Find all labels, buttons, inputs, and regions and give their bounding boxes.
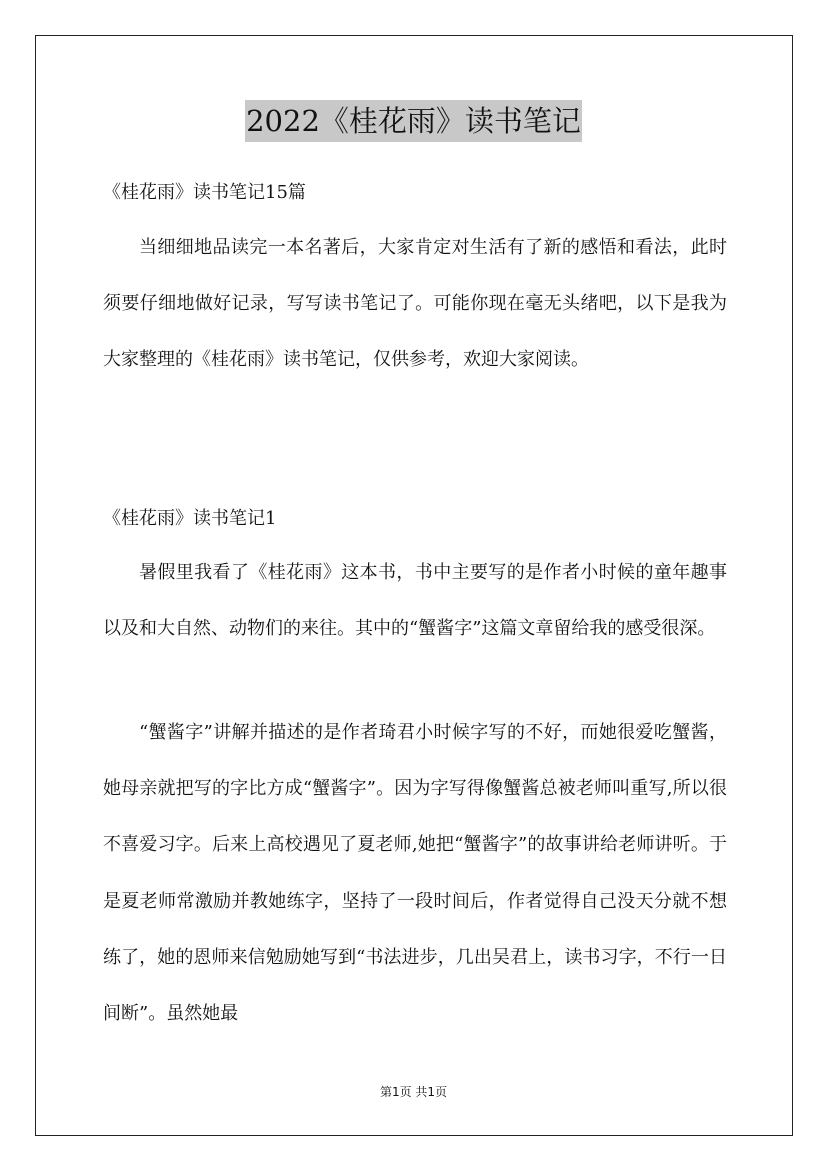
section-paragraph-2: “蟹酱字”讲解并描述的是作者琦君小时候字写的不好，而她很爱吃蟹酱，她母亲就把写的字比方成“蟹酱字”。因为字写得像蟹酱总被老师叫重写,所以很不喜爱习字。后来上高校遇见了夏老师,她把“蟹酱字”的故事讲给老师讲听。于是夏老师常激励并教她练字，坚持了一段时间后，作者觉得自己没天分就不想练了，她的恩师来信勉励她写到“书法进步，几出吴君上，读书习字，不行一日间断”。虽然她最: [103, 722, 727, 1025]
collection-heading: 《桂花雨》读书笔记15篇: [103, 182, 306, 203]
intro-paragraph: 当细细地品读完一本名著后，大家肯定对生活有了新的感悟和看法，此时须要仔细地做好记录，写写读书笔记了。可能你现在毫无头绪吧，以下是我为大家整理的《桂花雨》读书笔记，仅供参考，欢迎大家阅读。: [103, 237, 727, 371]
document-title: [0, 100, 827, 144]
section-paragraph-1: 暑假里我看了《桂花雨》这本书，书中主要写的是作者小时候的童年趣事以及和大自然、动物们的来往。其中的“蟹酱字”这篇文章留给我的感受很深。: [103, 562, 727, 640]
section-heading: 《桂花雨》读书笔记1: [103, 508, 277, 529]
document-title-text: 2022《桂花雨》读书笔记: [245, 100, 582, 142]
page-footer: 第1页 共1页: [379, 1085, 448, 1099]
